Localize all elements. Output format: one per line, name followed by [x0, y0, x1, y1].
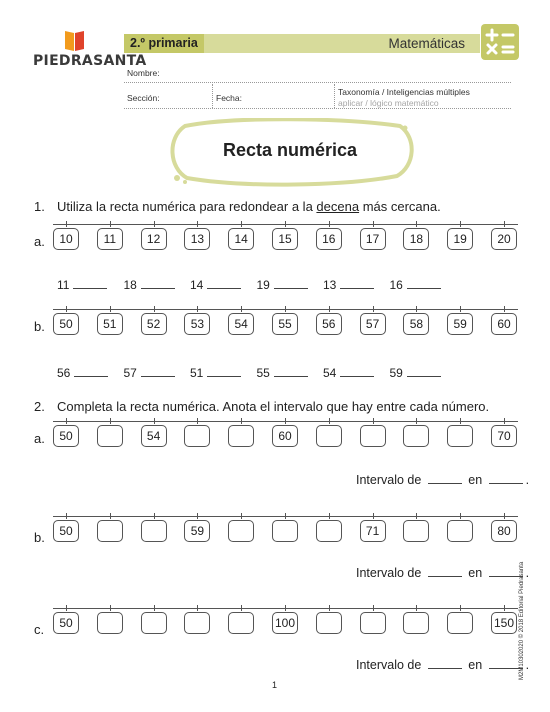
- tick-mark: [241, 221, 242, 227]
- section-letter: a.: [34, 431, 45, 446]
- name-field[interactable]: [124, 82, 511, 83]
- question-1-number: 1.: [34, 199, 45, 214]
- tick-mark: [416, 513, 417, 519]
- rounding-number: 59: [389, 366, 403, 380]
- footer-code: M2M10302020 © 2018 Editorial Piedrasanta: [519, 561, 525, 680]
- tick-mark: [460, 513, 461, 519]
- empty-answer-box[interactable]: [360, 425, 386, 447]
- tick-mark: [110, 418, 111, 424]
- rounding-number: 54: [323, 366, 337, 380]
- empty-answer-box[interactable]: [403, 425, 429, 447]
- tick-mark: [110, 513, 111, 519]
- tick-mark: [373, 513, 374, 519]
- tick-mark: [329, 605, 330, 611]
- interval-answer[interactable]: Intervalo de en .: [356, 658, 530, 672]
- number-box: 50: [53, 313, 79, 335]
- empty-answer-box[interactable]: [447, 612, 473, 634]
- tick-mark: [373, 221, 374, 227]
- number-box: 57: [360, 313, 386, 335]
- number-box: 50: [53, 425, 79, 447]
- interval-blank[interactable]: [428, 483, 462, 484]
- tick-mark: [197, 306, 198, 312]
- number-box: 55: [272, 313, 298, 335]
- tick-mark: [285, 221, 286, 227]
- tick-mark: [197, 605, 198, 611]
- rounding-item[interactable]: [323, 278, 374, 292]
- rounding-number: 18: [123, 278, 137, 292]
- rounding-number: 14: [190, 278, 204, 292]
- tick-mark: [329, 418, 330, 424]
- empty-answer-box[interactable]: [97, 520, 123, 542]
- number-box: 10: [53, 228, 79, 250]
- date-label: Fecha:: [216, 93, 242, 103]
- number-box: 51: [97, 313, 123, 335]
- empty-answer-box[interactable]: [447, 425, 473, 447]
- tick-mark: [241, 306, 242, 312]
- answer-blank[interactable]: [340, 376, 374, 377]
- number-box: 60: [272, 425, 298, 447]
- number-box: 70: [491, 425, 517, 447]
- tick-mark: [460, 418, 461, 424]
- question-2-number: 2.: [34, 399, 45, 414]
- rounding-number: 19: [256, 278, 270, 292]
- empty-answer-box[interactable]: [141, 520, 167, 542]
- number-box: 50: [53, 520, 79, 542]
- taxonomy-value: aplicar / lógico matemático: [338, 98, 439, 108]
- empty-answer-box[interactable]: [228, 520, 254, 542]
- empty-answer-box[interactable]: [141, 612, 167, 634]
- tick-mark: [285, 306, 286, 312]
- number-box: 58: [403, 313, 429, 335]
- tick-mark: [66, 605, 67, 611]
- empty-answer-box[interactable]: [403, 520, 429, 542]
- answer-blank[interactable]: [74, 376, 108, 377]
- rounding-item[interactable]: [57, 278, 107, 292]
- question-1-text: Utiliza la recta numérica para redondear a la decena más cercana.: [57, 199, 441, 214]
- number-box: 13: [184, 228, 210, 250]
- empty-answer-box[interactable]: [272, 520, 298, 542]
- empty-answer-box[interactable]: [184, 425, 210, 447]
- tick-mark: [416, 605, 417, 611]
- interval-blank[interactable]: [489, 668, 523, 669]
- tick-mark: [504, 221, 505, 227]
- rounding-item[interactable]: [190, 366, 241, 380]
- number-box: 15: [272, 228, 298, 250]
- tick-mark: [241, 605, 242, 611]
- tick-mark: [504, 605, 505, 611]
- tick-mark: [416, 306, 417, 312]
- page-title: Recta numérica: [222, 140, 358, 160]
- interval-answer[interactable]: Intervalo de en .: [356, 473, 530, 487]
- tick-mark: [154, 306, 155, 312]
- rounding-item[interactable]: [257, 278, 308, 292]
- interval-blank[interactable]: [428, 668, 462, 669]
- subject-label: Matemáticas: [388, 36, 465, 51]
- rounding-number: 11: [57, 278, 70, 292]
- answer-blank[interactable]: [274, 288, 308, 289]
- rounding-item[interactable]: [124, 278, 175, 292]
- section-field[interactable]: [124, 108, 511, 109]
- taxonomy-label: Taxonomía / Inteligencias múltiples: [338, 87, 470, 97]
- rounding-number: 57: [123, 366, 137, 380]
- name-label: Nombre:: [127, 68, 160, 78]
- rounding-number: 51: [190, 366, 204, 380]
- answer-blank[interactable]: [407, 288, 441, 289]
- empty-answer-box[interactable]: [316, 520, 342, 542]
- tick-mark: [197, 513, 198, 519]
- empty-answer-box[interactable]: [403, 612, 429, 634]
- tick-mark: [154, 513, 155, 519]
- empty-answer-box[interactable]: [316, 425, 342, 447]
- number-box: 80: [491, 520, 517, 542]
- question-2-text: Completa la recta numérica. Anota el intervalo que hay entre cada número.: [57, 399, 490, 414]
- answer-blank[interactable]: [340, 288, 374, 289]
- answer-blank[interactable]: [407, 376, 441, 377]
- section-letter: c.: [34, 622, 45, 637]
- number-box: 52: [141, 313, 167, 335]
- number-box: 59: [184, 520, 210, 542]
- interval-blank[interactable]: [489, 483, 523, 484]
- tick-mark: [504, 418, 505, 424]
- number-box: 11: [97, 228, 123, 250]
- tick-mark: [460, 605, 461, 611]
- tick-mark: [329, 221, 330, 227]
- grade-label: 2.º primaria: [130, 36, 198, 50]
- tick-mark: [416, 221, 417, 227]
- answer-blank[interactable]: [73, 288, 107, 289]
- rounding-item[interactable]: [323, 366, 374, 380]
- tick-mark: [460, 306, 461, 312]
- rounding-number: 16: [389, 278, 403, 292]
- number-box: 17: [360, 228, 386, 250]
- tick-mark: [285, 513, 286, 519]
- tick-mark: [110, 221, 111, 227]
- tick-mark: [197, 221, 198, 227]
- rounding-item[interactable]: [257, 366, 308, 380]
- rounding-number: 13: [323, 278, 337, 292]
- number-box: 59: [447, 313, 473, 335]
- empty-answer-box[interactable]: [97, 425, 123, 447]
- number-box: 150: [491, 612, 517, 634]
- section-letter: a.: [34, 234, 45, 249]
- tick-mark: [285, 418, 286, 424]
- number-box: 71: [360, 520, 386, 542]
- empty-answer-box[interactable]: [228, 425, 254, 447]
- empty-answer-box[interactable]: [184, 612, 210, 634]
- answer-blank[interactable]: [207, 376, 241, 377]
- interval-answer[interactable]: Intervalo de en .: [356, 566, 530, 580]
- number-box: 18: [403, 228, 429, 250]
- tick-mark: [460, 221, 461, 227]
- tick-mark: [197, 418, 198, 424]
- tick-mark: [504, 513, 505, 519]
- tick-mark: [416, 418, 417, 424]
- tick-mark: [504, 306, 505, 312]
- section-label: Sección:: [127, 93, 160, 103]
- tick-mark: [66, 221, 67, 227]
- divider: [334, 84, 335, 108]
- interval-blank[interactable]: [428, 576, 462, 577]
- tick-mark: [241, 513, 242, 519]
- number-box: 53: [184, 313, 210, 335]
- number-box: 50: [53, 612, 79, 634]
- section-letter: b.: [34, 319, 45, 334]
- logo-text: PIEDRASANTA: [33, 53, 147, 69]
- tick-mark: [66, 513, 67, 519]
- number-box: 100: [272, 612, 298, 634]
- rounding-number: 56: [57, 366, 71, 380]
- interval-blank[interactable]: [489, 576, 523, 577]
- rounding-item[interactable]: [57, 366, 108, 380]
- tick-mark: [373, 306, 374, 312]
- number-box: 56: [316, 313, 342, 335]
- page-number: 1: [272, 680, 278, 690]
- tick-mark: [154, 605, 155, 611]
- rounding-item[interactable]: [190, 278, 241, 292]
- tick-mark: [66, 418, 67, 424]
- divider: [212, 84, 213, 108]
- tick-mark: [110, 306, 111, 312]
- answer-blank[interactable]: [141, 376, 175, 377]
- logo-icon: [64, 29, 86, 53]
- tick-mark: [329, 306, 330, 312]
- number-box: 19: [447, 228, 473, 250]
- empty-answer-box[interactable]: [316, 612, 342, 634]
- tick-mark: [154, 418, 155, 424]
- tick-mark: [110, 605, 111, 611]
- tick-mark: [154, 221, 155, 227]
- empty-answer-box[interactable]: [447, 520, 473, 542]
- number-box: 16: [316, 228, 342, 250]
- empty-answer-box[interactable]: [360, 612, 386, 634]
- number-box: 60: [491, 313, 517, 335]
- number-box: 12: [141, 228, 167, 250]
- tick-mark: [241, 418, 242, 424]
- tick-mark: [66, 306, 67, 312]
- number-box: 14: [228, 228, 254, 250]
- answer-blank[interactable]: [141, 288, 175, 289]
- answer-blank[interactable]: [274, 376, 308, 377]
- math-operations-icon: [481, 24, 519, 60]
- rounding-item[interactable]: [390, 278, 441, 292]
- answer-blank[interactable]: [207, 288, 241, 289]
- rounding-number: 55: [256, 366, 270, 380]
- rounding-item[interactable]: [124, 366, 175, 380]
- empty-answer-box[interactable]: [97, 612, 123, 634]
- number-box: 20: [491, 228, 517, 250]
- empty-answer-box[interactable]: [228, 612, 254, 634]
- tick-mark: [373, 418, 374, 424]
- number-box: 54: [228, 313, 254, 335]
- number-box: 54: [141, 425, 167, 447]
- tick-mark: [285, 605, 286, 611]
- rounding-item[interactable]: [390, 366, 441, 380]
- section-letter: b.: [34, 530, 45, 545]
- grade-badge: [124, 34, 204, 53]
- tick-mark: [329, 513, 330, 519]
- tick-mark: [373, 605, 374, 611]
